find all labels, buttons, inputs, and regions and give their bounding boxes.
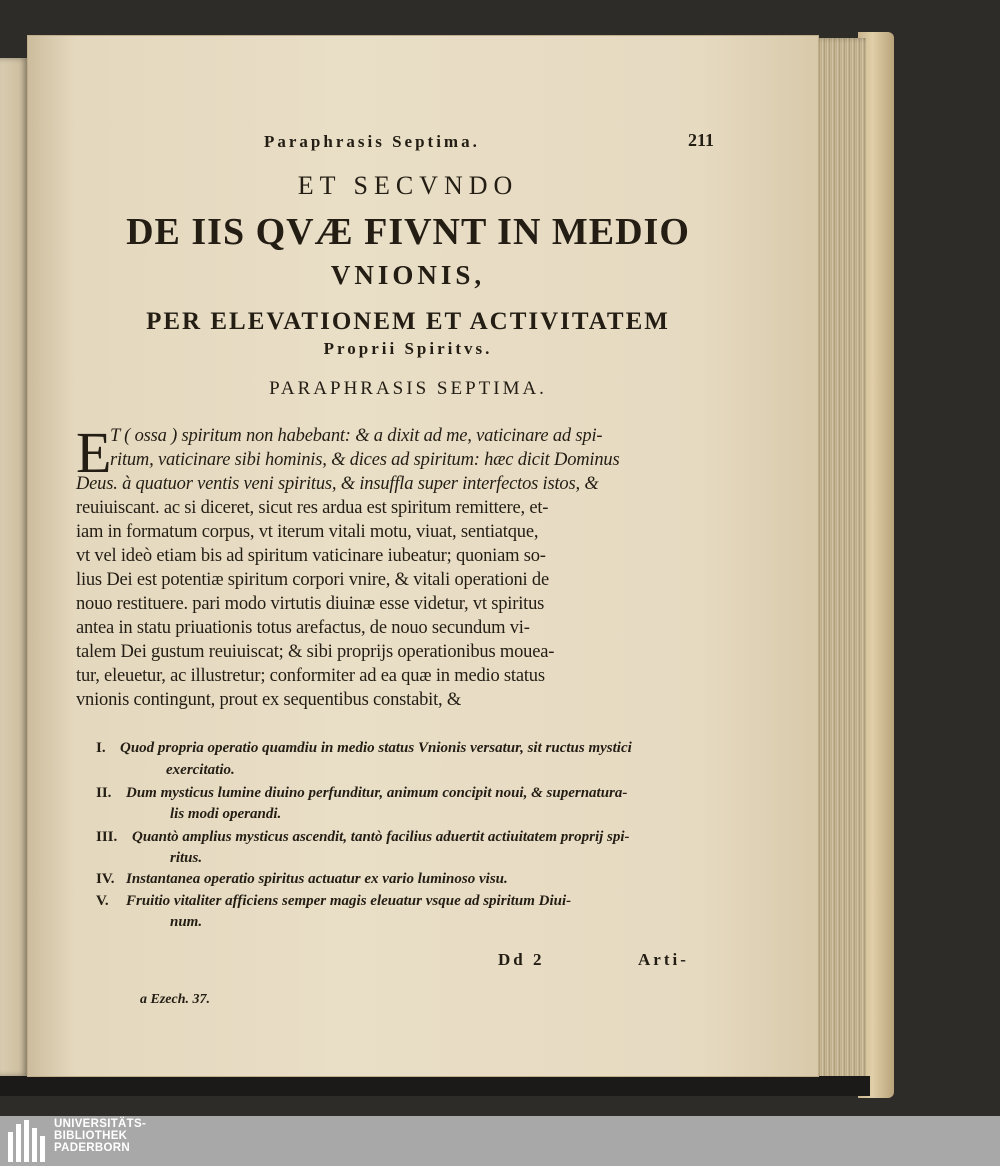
running-head: Paraphrasis Septima. xyxy=(264,132,480,151)
list-item-text: Dum mysticus lumine diuino perfunditur, animum concipit noui, & supernatura- xyxy=(126,785,628,801)
drop-initial: E xyxy=(76,420,112,485)
list-item-text: Fruitio vitaliter afficiens semper magis eleuatur vsque ad spiritum Diui- xyxy=(126,893,572,909)
library-footer xyxy=(0,1116,1000,1166)
body-line: lius Dei est potentiæ spiritum corpori vnire, & vitali operationi de xyxy=(76,570,549,590)
list-item-text: lis modi operandi. xyxy=(170,806,282,822)
list-item-text: ritus. xyxy=(170,850,203,866)
library-name-line: UNIVERSITÄTS- xyxy=(54,1118,147,1130)
title-line-3: VNIONIS, xyxy=(330,260,486,290)
list-item-text: Quantò amplius mysticus ascendit, tantò facilius aduertit actiuitatem proprij spi- xyxy=(132,829,630,845)
list-number: V. xyxy=(96,893,109,909)
list-item-text: num. xyxy=(170,914,203,930)
body-line: antea in statu priuationis totus arefactus, de nouo secundum vi- xyxy=(76,618,530,638)
signature-mark: Dd 2 xyxy=(498,950,545,969)
list-number: I. xyxy=(96,740,106,756)
list-number: IV. xyxy=(96,871,115,887)
title-line-2: DE IIS QVÆ FIVNT IN MEDIO xyxy=(126,211,690,253)
body-line: ritum, vaticinare sibi hominis, & dices ad spiritum: hæc dicit Dominus xyxy=(110,450,620,470)
page-number: 211 xyxy=(688,130,715,150)
left-page-edge xyxy=(0,58,28,1076)
library-name-line: PADERBORN xyxy=(54,1142,130,1154)
list-item-text: Instantanea operatio spiritus actuatur ex vario luminoso visu. xyxy=(126,871,508,887)
body-line: nouo restituere. pari modo virtutis diuinæ esse videtur, vt spiritus xyxy=(76,594,545,614)
list-number: II. xyxy=(96,785,112,801)
body-line: reuiuiscant. ac si diceret, sicut res ardua est spiritum remittere, et- xyxy=(76,498,549,518)
bottom-shadow xyxy=(0,1076,870,1096)
body-line: T ( ossa ) spiritum non habebant: & a dixit ad me, vaticinare ad spi- xyxy=(110,426,603,446)
section-heading: PARAPHRASIS SEPTIMA. xyxy=(269,378,547,399)
scanned-page xyxy=(28,36,818,1076)
list-item-text: Quod propria operatio quamdiu in medio status Vnionis versatur, sit ructus mystici xyxy=(120,740,632,756)
body-line: iam in formatum corpus, vt iterum vitali motu, viuat, sentiatque, xyxy=(76,522,539,542)
library-name-line: BIBLIOTHEK xyxy=(54,1130,128,1142)
list-number: III. xyxy=(96,829,118,845)
body-line: Deus. à quatuor ventis veni spiritus, & insuffla super interfectos istos, & xyxy=(76,474,599,494)
body-line: vnionis contingunt, prout ex sequentibus constabit, & xyxy=(76,690,462,710)
catchword: Arti- xyxy=(638,950,689,969)
title-line-5: Proprii Spiritvs. xyxy=(323,339,493,358)
body-line: tur, eleuetur, ac illustretur; conformiter ad ea quæ in medio status xyxy=(76,666,545,686)
body-line: talem Dei gustum reuiuiscat; & sibi proprijs operationibus mouea- xyxy=(76,642,555,662)
library-logo-icon xyxy=(8,1120,46,1162)
title-line-1: ET SECVNDO xyxy=(297,171,519,200)
list-item-text: exercitatio. xyxy=(166,762,235,778)
marginal-note: a Ezech. 37. xyxy=(140,992,210,1007)
body-line: vt vel ideò etiam bis ad spiritum vaticinare iubeatur; quoniam so- xyxy=(76,546,546,566)
title-line-4: PER ELEVATIONEM ET ACTIVITATEM xyxy=(146,308,670,335)
